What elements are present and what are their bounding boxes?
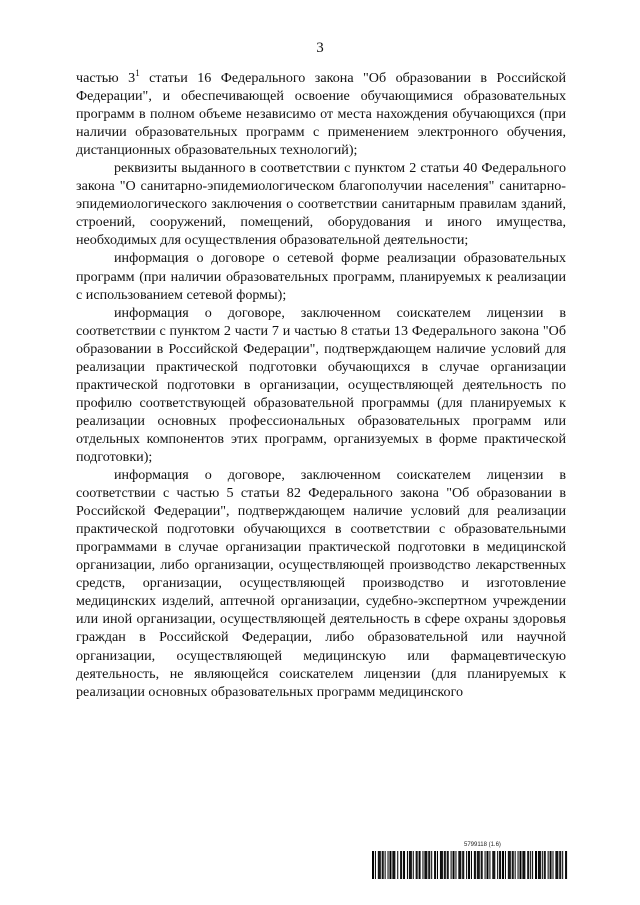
barcode-bar <box>536 851 537 879</box>
barcode-bar <box>448 851 449 879</box>
barcode-bar <box>535 851 536 879</box>
barcode-label: 5799118 (1.6) <box>464 842 501 848</box>
barcode-bar <box>393 851 394 879</box>
barcode-bar <box>375 851 376 879</box>
barcode-bar <box>420 851 421 879</box>
barcode-bar <box>566 851 567 879</box>
page-number: 3 <box>316 40 324 56</box>
barcode-bar <box>409 851 410 879</box>
barcode-bar <box>557 851 558 879</box>
barcode-bar <box>379 851 380 879</box>
document-body <box>76 69 566 701</box>
barcode-bar <box>378 851 379 879</box>
barcode-bar <box>401 851 402 879</box>
barcode-bar <box>460 851 461 879</box>
barcode-bar <box>493 851 494 879</box>
barcode-bar <box>550 851 551 879</box>
barcode-bar <box>407 851 408 879</box>
barcode-bar <box>466 851 467 879</box>
barcode-bar <box>413 851 414 879</box>
barcode-bar <box>388 851 389 879</box>
barcode-bar <box>562 851 563 879</box>
barcode-bar <box>451 851 452 879</box>
barcode-bar <box>380 851 381 879</box>
paragraph-continuation <box>76 69 566 159</box>
barcode-bar <box>489 851 490 879</box>
barcode-bar <box>539 851 540 879</box>
barcode-bar <box>426 851 427 879</box>
barcode-bar <box>400 851 401 879</box>
paragraph-medical-training-agreement: информация о договоре, заключенном соискателем лицензии в соответствии с частью 5 статьи 82 Федерального закона "Об образовании в Российской Федерации", подтверждающем наличие условий для реализации практической подготовки обучающихся в соответствии с образовательными программами в случае организации практической подготовки в медицинской организации, либо организации, осуществляющей производство лекарственных средств, организации, осуществляющей производство и изготовление медицинских изделий, аптечной организации, судебно-экспертном учреждении или иной организации, осуществляющей деятельность в сфере охраны здоровья граждан в Российской Федерации, либо образовательной или научной организации, осуществляющей медицинскую или фармацевтическую деятельность, не являющейся соискателем лицензии (для планируемых к реализации основных образовательных программ медицинского <box>76 467 566 700</box>
barcode-bar <box>382 851 383 879</box>
barcode-bar <box>440 851 441 879</box>
barcode-bar <box>512 851 513 879</box>
barcode-bar <box>389 851 390 879</box>
barcode-bar <box>419 851 420 879</box>
barcode-bar <box>565 851 566 879</box>
barcode-bar <box>459 851 460 879</box>
barcode-bar <box>385 851 386 879</box>
barcode-bar <box>455 851 456 879</box>
barcode-bar <box>503 851 504 879</box>
barcode-bar <box>481 851 482 879</box>
barcode-bar <box>505 851 506 879</box>
barcode-bar <box>429 851 430 879</box>
barcode-bar <box>532 851 533 879</box>
barcode-bar <box>559 851 560 879</box>
barcode-bar <box>500 851 501 879</box>
barcode-bar <box>487 851 488 879</box>
paragraph-sanitary-conclusion: реквизиты выданного в соответствии с пунктом 2 статьи 40 Федерального закона "О санитарно-эпидемиологическом благополучии населения" санитарно-эпидемиологического заключения о соответствии санитарным правилам зданий, строений, сооружений, помещений, оборудования и иного имущества, необходимых для осуществления образовательной деятельности; <box>76 160 566 249</box>
barcode-bar <box>502 851 503 879</box>
barcode-bar <box>497 851 498 879</box>
barcode-bar <box>478 851 479 879</box>
barcode-bar <box>494 851 495 879</box>
barcode-bar <box>373 851 374 879</box>
barcode-bar <box>486 851 487 879</box>
barcode-bar <box>560 851 561 879</box>
barcode-bar <box>524 851 525 879</box>
barcode-bar <box>519 851 520 879</box>
barcode-bar <box>469 851 470 879</box>
barcode-bar <box>548 851 549 879</box>
barcode-icon <box>372 851 568 879</box>
barcode-bar <box>431 851 432 879</box>
paragraph-practical-training-agreement: информация о договоре, заключенном соискателем лицензии в соответствии с пунктом 2 части 7 и частью 8 статьи 13 Федерального закона "Об образовании в Российской Федерации", подтверждающем наличие условий для реализации практической подготовки обучающихся в случае организации практической подготовки в организации, осуществляющей деятельность по профилю соответствующей образовательной программы (для планируемых к реализации основных профессиональных образовательных программ или отдельных компонентов этих программ, организуемых в форме практической подготовки); <box>76 304 566 465</box>
barcode-bar <box>522 851 523 879</box>
paragraph-text-rest: статьи 16 Федерального закона "Об образовании в Российской Федерации", и обеспечивающей освоение обучающимися образовательных программ в полном объеме независимо от места нахождения обучающихся (при наличии образовательных программ с применением электронного обучения, дистанционных образовательных технологий); <box>76 70 566 159</box>
barcode-bar <box>453 851 454 879</box>
barcode-bar <box>518 851 519 879</box>
barcode-bar <box>392 851 393 879</box>
barcode-bar <box>474 851 475 879</box>
barcode-bar <box>428 851 429 879</box>
barcode-bar <box>437 851 438 879</box>
barcode-bar <box>425 851 426 879</box>
document-barcode <box>372 842 568 882</box>
barcode-bar <box>458 851 459 879</box>
barcode-bar <box>410 851 411 879</box>
barcode-bar <box>463 851 464 879</box>
barcode-bar <box>403 851 404 879</box>
barcode-bar <box>434 851 435 879</box>
barcode-bar <box>499 851 500 879</box>
barcode-bar <box>383 851 384 879</box>
barcode-bar <box>542 851 543 879</box>
barcode-bar <box>394 851 395 879</box>
barcode-bar <box>442 851 443 879</box>
barcode-bar <box>523 851 524 879</box>
barcode-bar <box>471 851 472 879</box>
barcode-bar <box>538 851 539 879</box>
barcode-bar <box>441 851 442 879</box>
barcode-bar <box>520 851 521 879</box>
barcode-bar <box>540 851 541 879</box>
barcode-bar <box>482 851 483 879</box>
paragraph-text-start: частью 3 <box>76 70 136 86</box>
barcode-bar <box>422 851 423 879</box>
barcode-bar <box>435 851 436 879</box>
barcode-bar <box>479 851 480 879</box>
barcode-bar <box>447 851 448 879</box>
barcode-bar <box>544 851 545 879</box>
barcode-bar <box>411 851 412 879</box>
barcode-bar <box>444 851 445 879</box>
barcode-bar <box>555 851 556 879</box>
barcode-bar <box>492 851 493 879</box>
barcode-bar <box>509 851 510 879</box>
barcode-bar <box>397 851 398 879</box>
barcode-bar <box>510 851 511 879</box>
barcode-bar <box>477 851 478 879</box>
barcode-bar <box>424 851 425 879</box>
barcode-bar <box>551 851 552 879</box>
barcode-bar <box>530 851 531 879</box>
barcode-bar <box>513 851 514 879</box>
barcode-bar <box>404 851 405 879</box>
barcode-bar <box>515 851 516 879</box>
barcode-bar <box>372 851 373 879</box>
barcode-bar <box>475 851 476 879</box>
barcode-bar <box>508 851 509 879</box>
barcode-bar <box>390 851 391 879</box>
barcode-bar <box>462 851 463 879</box>
barcode-bar <box>454 851 455 879</box>
barcode-bar <box>416 851 417 879</box>
barcode-bar <box>552 851 553 879</box>
superscript-index: 1 <box>135 68 140 78</box>
barcode-bar <box>545 851 546 879</box>
barcode-bar <box>485 851 486 879</box>
barcode-bar <box>556 851 557 879</box>
barcode-bar <box>445 851 446 879</box>
barcode-bar <box>527 851 528 879</box>
paragraph-network-agreement: информация о договоре о сетевой форме реализации образовательных программ (при наличии образовательных программ, планируемых к реализации с использованием сетевой формы); <box>76 250 566 303</box>
barcode-bar <box>468 851 469 879</box>
barcode-bar <box>417 851 418 879</box>
barcode-bar <box>528 851 529 879</box>
